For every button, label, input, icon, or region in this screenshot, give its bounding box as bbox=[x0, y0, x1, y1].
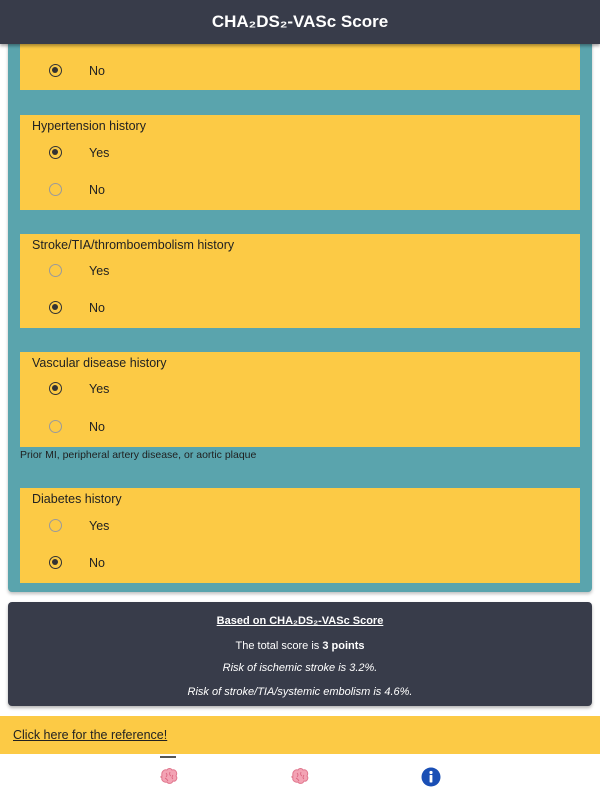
brain-icon bbox=[158, 766, 180, 788]
option-label: No bbox=[89, 301, 105, 315]
question-card-hypertension bbox=[20, 115, 580, 210]
risk-embolism: Risk of stroke/TIA/systemic embolism is 4.6%. bbox=[187, 686, 413, 698]
option-label: Yes bbox=[89, 264, 110, 278]
radio-unselected[interactable] bbox=[49, 264, 62, 277]
option-label: No bbox=[89, 64, 105, 78]
active-tab-indicator bbox=[160, 756, 176, 758]
option-no[interactable] bbox=[20, 59, 580, 85]
option-label: No bbox=[89, 420, 105, 434]
score-total-prefix: The total score is bbox=[235, 640, 323, 652]
tab-brain-calculator[interactable] bbox=[158, 766, 180, 788]
radio-selected[interactable] bbox=[49, 301, 62, 314]
score-total bbox=[8, 640, 592, 652]
question-label: Stroke/TIA/thromboembolism history bbox=[32, 238, 235, 252]
page-title: CHA₂DS₂-VASc Score bbox=[211, 12, 389, 31]
option-label: No bbox=[89, 183, 105, 197]
reference-link[interactable]: Click here for the reference! bbox=[13, 728, 168, 742]
option-yes[interactable] bbox=[20, 377, 580, 403]
option-label: No bbox=[89, 556, 105, 570]
brain-icon bbox=[289, 766, 311, 788]
tab-info[interactable] bbox=[420, 766, 442, 788]
question-card-stroke bbox=[20, 234, 580, 328]
app-header bbox=[0, 0, 600, 44]
radio-unselected[interactable] bbox=[49, 183, 62, 196]
option-no[interactable] bbox=[20, 551, 580, 577]
option-yes[interactable] bbox=[20, 141, 580, 167]
score-title: Based on CHA₂DS₂-VASc Score bbox=[216, 615, 384, 627]
option-label: Yes bbox=[89, 146, 110, 160]
question-card-vascular bbox=[20, 352, 580, 447]
radio-selected[interactable] bbox=[49, 556, 62, 569]
question-card-diabetes bbox=[20, 488, 580, 583]
info-icon bbox=[420, 766, 442, 788]
option-label: Yes bbox=[89, 519, 110, 533]
question-label: Hypertension history bbox=[32, 119, 146, 133]
risk-stroke: Risk of ischemic stroke is 3.2%. bbox=[222, 662, 378, 674]
radio-unselected[interactable] bbox=[49, 420, 62, 433]
reference-bar bbox=[0, 716, 600, 754]
question-card-partial bbox=[20, 40, 580, 90]
radio-selected[interactable] bbox=[49, 146, 62, 159]
score-total-value: 3 points bbox=[322, 640, 365, 652]
questions-panel[interactable] bbox=[8, 40, 592, 592]
vascular-note: Prior MI, peripheral artery disease, or aortic plaque bbox=[20, 449, 257, 461]
score-panel bbox=[8, 602, 592, 706]
option-label: Yes bbox=[89, 382, 110, 396]
radio-selected[interactable] bbox=[49, 382, 62, 395]
option-no[interactable] bbox=[20, 296, 580, 322]
radio-selected[interactable] bbox=[49, 64, 62, 77]
tab-brain[interactable] bbox=[289, 766, 311, 788]
radio-unselected[interactable] bbox=[49, 519, 62, 532]
option-yes[interactable] bbox=[20, 514, 580, 540]
option-yes[interactable] bbox=[20, 259, 580, 285]
question-label: Vascular disease history bbox=[32, 356, 167, 370]
option-no[interactable] bbox=[20, 178, 580, 204]
option-no[interactable] bbox=[20, 415, 580, 441]
question-label: Diabetes history bbox=[32, 492, 122, 506]
bottom-nav bbox=[0, 756, 600, 800]
